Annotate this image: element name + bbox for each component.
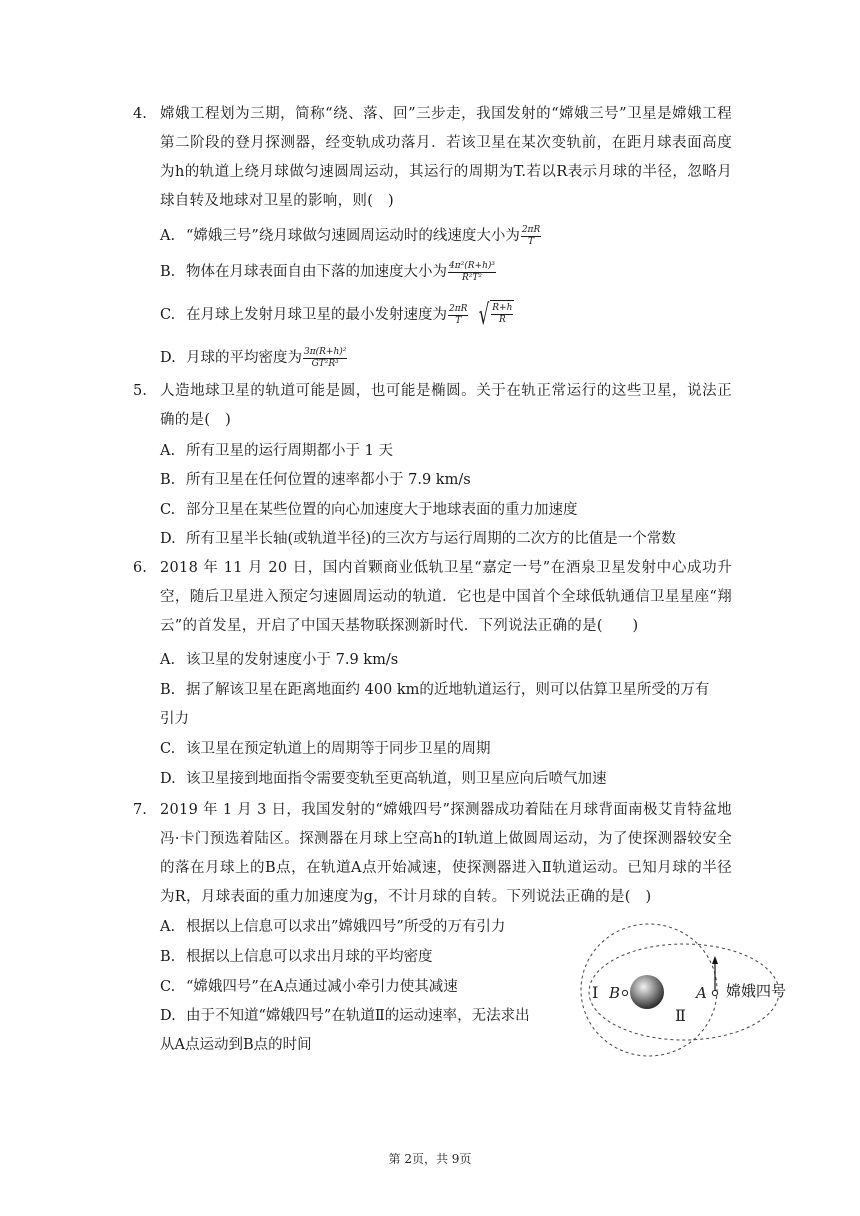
question-number: 6. [133, 560, 147, 576]
option-text: 月球的平均密度为 [186, 350, 302, 366]
fraction-denominator: T [528, 236, 535, 247]
option-b[interactable] [160, 676, 740, 704]
fraction-numerator: 3π(R+h)² [304, 346, 347, 357]
option-text: 该卫星的发射速度小于 7.9 km/s [186, 652, 399, 668]
question-stem: 嫦娥工程划为三期，简称“绕、落、回”三步走，我国发射的“嫦娥三号”卫星是嫦娥工程第二阶段的登月探测器，经变轨成功落月．若该卫星在某次变轨前，在距月球表面高度为h的轨道上绕月球做匀速圆周运动，其运行的周期为T.若以R表示月球的半径，忽略月球自转及地球对卫星的影响，则( ) [160, 106, 732, 209]
moon [630, 975, 664, 1009]
point-a-label: A [696, 984, 707, 1002]
option-text: 引力 [160, 711, 189, 727]
option-a[interactable] [160, 222, 740, 250]
option-label: B. [160, 264, 176, 280]
fraction [491, 303, 513, 326]
point-a-marker [712, 990, 717, 995]
orbit-one-label: Ⅰ [592, 983, 599, 1002]
fraction-numerator: 4π²(R+h)³ [449, 260, 495, 271]
option-label: B. [160, 949, 176, 965]
option-label: A. [160, 919, 176, 935]
option-label: B. [160, 682, 176, 698]
fraction [448, 261, 496, 284]
fraction-numerator: 2πR [521, 224, 541, 235]
option-text: 所有卫星在任何位置的速率都小于 7.9 km/s [186, 472, 471, 488]
option-label: C. [160, 741, 176, 757]
question-number: 4. [133, 106, 147, 122]
fraction-numerator: 2πR [449, 303, 468, 314]
option-label: D. [160, 771, 176, 787]
question-stem: 2019 年 1 月 3 日，我国发射的“嫦娥四号”探测器成功着陆在月球背面南极艾肯特盆地冯·卡门预选着陆区。探测器在月球上空高h的Ⅰ轨道上做圆周运动，为了使探测器较安全的落在月球上的B点，在轨道A点开始减速，使探测器进入Ⅱ轨道运动。已知月球的半径为R，月球表面的重力加速度为g，不计月球的自转。下列说法正确的是( ) [160, 802, 732, 905]
fraction [521, 225, 541, 248]
option-text: 该卫星接到地面指令需要变轨至更高轨道，则卫星应向后喷气加速 [186, 771, 607, 787]
fraction [448, 304, 468, 327]
question-stem: 人造地球卫星的轨道可能是圆，也可能是椭圆。关于在轨正常运行的这些卫星，说法正确的是( ) [160, 383, 732, 428]
option-label: A. [160, 652, 176, 668]
fraction [303, 347, 347, 370]
fraction-denominator: R [498, 315, 506, 325]
fraction-denominator: T [455, 315, 462, 326]
option-d[interactable] [160, 344, 740, 372]
option-d[interactable] [160, 765, 740, 793]
fraction-denominator: R²T² [462, 272, 482, 283]
option-label: A. [160, 443, 176, 459]
option-text: 所有卫星半长轴(或轨道半径)的三次方与运行周期的二次方的比值是一个常数 [186, 531, 676, 547]
option-a[interactable] [160, 437, 740, 465]
option-text: 从A点运动到B点的时间 [160, 1037, 312, 1053]
option-c[interactable] [160, 496, 740, 524]
orbit-two-label: Ⅱ [675, 1006, 686, 1025]
option-text: 在月球上发射月球卫星的最小发射速度为 [186, 307, 447, 323]
question-stem: 2018 年 11 月 20 日，国内首颗商业低轨卫星“嘉定一号”在酒泉卫星发射中心成功升空，随后卫星进入预定匀速圆周运动的轨道．它也是中国首个全球低轨通信卫星星座“翔云”的首发星，开启了中国天基物联探测新时代．下列说法正确的是( ) [160, 560, 732, 634]
orbit-diagram [575, 918, 815, 1068]
point-b-label: B [609, 984, 621, 1002]
option-a[interactable] [160, 646, 740, 674]
option-text: 物体在月球表面自由下落的加速度大小为 [186, 264, 447, 280]
option-label: B. [160, 472, 176, 488]
option-text: 所有卫星的运行周期都小于 1 天 [186, 443, 393, 459]
option-c[interactable] [160, 735, 740, 763]
option-label: D. [160, 531, 176, 547]
option-text: “嫦娥三号”绕月球做匀速圆周运动时的线速度大小为 [186, 228, 520, 244]
option-b[interactable] [160, 466, 740, 494]
arrow-head-icon [712, 956, 718, 964]
option-text: 据了解该卫星在距离地面约 400 km的近地轨道运行，则可以估算卫星所受的万有 [186, 682, 710, 698]
option-label: C. [160, 979, 176, 995]
option-text: 根据以上信息可以求出月球的平均密度 [186, 949, 433, 965]
fraction-numerator: R+h [492, 303, 513, 313]
radical-sign: √ [478, 298, 490, 331]
option-label: D. [160, 350, 176, 366]
point-b-marker [622, 990, 627, 995]
option-label: A. [160, 228, 176, 244]
option-b[interactable] [160, 258, 740, 286]
option-label: C. [160, 307, 176, 323]
question-number: 7. [133, 802, 147, 818]
option-text: 部分卫星在某些位置的向心加速度大于地球表面的重力加速度 [186, 502, 578, 518]
option-text: 该卫星在预定轨道上的周期等于同步卫星的周期 [186, 741, 491, 757]
option-text: 根据以上信息可以求出”嫦娥四号”所受的万有引力 [186, 919, 506, 935]
page-footer: 第 2页，共 9页 [388, 1152, 472, 1166]
option-text: 由于不知道“嫦娥四号”在轨道Ⅱ的运动速率，无法求出 [186, 1008, 530, 1024]
option-label: D. [160, 1008, 176, 1024]
option-b-continued [160, 705, 740, 733]
fraction-denominator: GT²R³ [311, 358, 339, 369]
option-c[interactable] [160, 300, 740, 330]
option-label: C. [160, 502, 176, 518]
question-number: 5. [133, 383, 147, 399]
option-text: “嫦娥四号”在A点通过减小牵引力使其减速 [186, 979, 458, 995]
probe-label: 嫦娥四号 [726, 982, 787, 1000]
square-root [475, 300, 514, 330]
option-d[interactable] [160, 525, 740, 553]
